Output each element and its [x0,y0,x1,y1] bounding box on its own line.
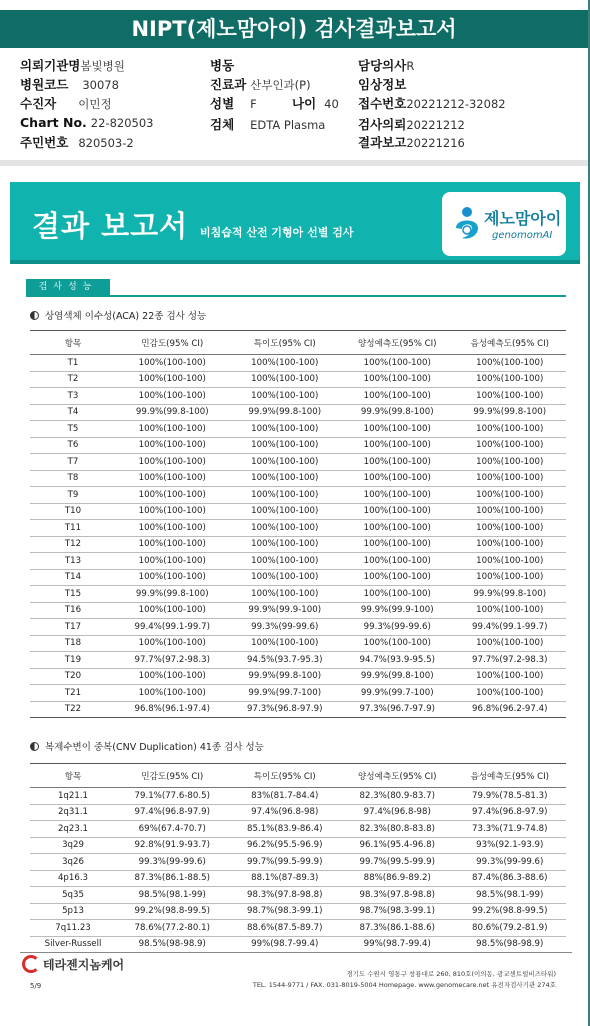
table-cell: 100%(100-100) [229,635,342,652]
table-row [30,536,566,553]
dept-field [210,75,311,93]
name-value: 이민정 [78,97,112,111]
row-label: T8 [30,470,116,487]
table-cell: 100%(100-100) [341,371,454,388]
table-row [30,371,566,388]
table-cell: 79.1%(77.6-80.5) [116,788,229,805]
row-label: T21 [30,685,116,702]
table-row [30,454,566,471]
table-cell: 97.4%(96.8-98) [229,804,342,821]
chart-field [20,115,153,130]
table-cell: 100%(100-100) [116,355,229,372]
table-cell: 98.3%(97.8-98.8) [229,887,342,904]
table-cell: 97.3%(96.8-97.9) [229,701,342,718]
aca-subtitle [30,308,206,322]
code-label: 병원코드 [20,77,69,92]
half-circle-bullet-icon [30,311,39,320]
table-cell: 99.3%(99-99.6) [229,619,342,636]
table-row [30,553,566,570]
cnv-performance-table [30,763,566,953]
table-cell: 98.3%(97.8-98.8) [341,887,454,904]
chart-value: 22-820503 [90,116,154,130]
table-cell: 80.6%(79.2-81.9) [454,920,567,937]
report-title: NIPT(제노맘아이) 검사결과보고서 [0,10,588,48]
table-cell: 100%(100-100) [454,536,567,553]
table-cell: 98.7%(98.3-99.1) [341,903,454,920]
table-cell: 100%(100-100) [341,355,454,372]
hospital-field [20,56,125,74]
code-field [20,75,119,93]
table-cell: 100%(100-100) [341,635,454,652]
column-header: 음성예측도(95% CI) [454,764,567,788]
table-cell: 97.3%(96.7-97.9) [341,701,454,718]
table-row [30,920,566,937]
name-label: 수진자 [20,96,57,111]
company-name: 테라젠지놈케어 [43,958,125,972]
table-cell: 88.1%(87-89.3) [229,870,342,887]
table-cell: 100%(100-100) [454,437,567,454]
table-cell: 96.1%(95.4-96.8) [341,837,454,854]
table-cell: 79.9%(78.5-81.3) [454,788,567,805]
column-header: 항목 [30,764,116,788]
address-line-2: TEL. 1544-9771 / FAX. 031-8019-5004 Homepage. www.genomecare.net 유전자검사기관 274호 [252,981,556,989]
report-date-label: 결과보고 [358,135,407,150]
table-cell: 94.5%(93.7-95.3) [229,652,342,669]
table-row [30,437,566,454]
specimen-value: EDTA Plasma [250,118,326,132]
table-row [30,701,566,718]
table-cell: 100%(100-100) [116,421,229,438]
table-row [30,887,566,904]
table-cell: 100%(100-100) [116,569,229,586]
table-cell: 100%(100-100) [454,553,567,570]
row-label: T12 [30,536,116,553]
result-banner [10,182,580,264]
table-cell: 100%(100-100) [341,454,454,471]
table-cell: 99.9%(99.7-100) [341,685,454,702]
table-cell: 100%(100-100) [116,553,229,570]
table-cell: 100%(100-100) [116,635,229,652]
genomom-logo-icon [452,204,482,242]
row-label: T22 [30,701,116,718]
table-cell: 98.5%(98-98.9) [454,936,567,953]
request-field [358,115,465,133]
table-cell: 100%(100-100) [116,454,229,471]
table-cell: 85.1%(83.9-86.4) [229,821,342,838]
table-cell: 98.7%(98.3-99.1) [229,903,342,920]
table-cell: 100%(100-100) [341,569,454,586]
row-label: T3 [30,388,116,405]
table-cell: 99.9%(99.7-100) [229,685,342,702]
table-cell: 100%(100-100) [454,487,567,504]
table-cell: 100%(100-100) [341,437,454,454]
table-cell: 96.8%(96.2-97.4) [454,701,567,718]
table-cell: 100%(100-100) [454,685,567,702]
table-cell: 100%(100-100) [341,487,454,504]
table-cell: 100%(100-100) [341,388,454,405]
row-label: T17 [30,619,116,636]
row-label: T10 [30,503,116,520]
table-cell: 99%(98.7-99.4) [229,936,342,953]
table-cell: 87.4%(86.3-88.6) [454,870,567,887]
table-cell: 100%(100-100) [341,520,454,537]
hospital-label: 의뢰기관명 [20,58,81,73]
table-row [30,569,566,586]
table-cell: 100%(100-100) [116,685,229,702]
aca-subtitle-text: 상염색체 이수성(ACA) 22종 검사 성능 [45,311,207,322]
doctor-label: 담당의사 [358,58,407,73]
column-header: 양성예측도(95% CI) [341,764,454,788]
doctor-field [358,56,414,74]
table-cell: 82.3%(80.9-83.7) [341,788,454,805]
row-label: T2 [30,371,116,388]
age-field [292,94,339,112]
table-cell: 100%(100-100) [454,602,567,619]
row-label: 5q35 [30,887,116,904]
table-row [30,668,566,685]
row-label: 2q31.1 [30,804,116,821]
table-cell: 96.8%(96.1-97.4) [116,701,229,718]
table-cell: 87.3%(86.1-88.6) [341,920,454,937]
table-row [30,804,566,821]
row-label: 7q11.23 [30,920,116,937]
row-label: T6 [30,437,116,454]
doctor-value: R [406,59,415,73]
table-cell: 100%(100-100) [229,503,342,520]
specimen-field [210,115,325,133]
table-header-row [30,764,566,788]
table-cell: 94.7%(93.9-95.5) [341,652,454,669]
table-cell: 100%(100-100) [341,553,454,570]
section-divider [0,160,588,166]
table-cell: 99.7%(99.5-99.9) [229,854,342,871]
table-cell: 88.6%(87.5-89.7) [229,920,342,937]
row-label: T4 [30,404,116,421]
table-cell: 100%(100-100) [229,553,342,570]
table-cell: 100%(100-100) [116,520,229,537]
row-label: T14 [30,569,116,586]
receipt-label: 접수번호 [358,96,407,111]
table-cell: 100%(100-100) [454,635,567,652]
aca-performance-table [30,330,566,718]
row-label: T11 [30,520,116,537]
table-cell: 88%(86.9-89.2) [341,870,454,887]
table-cell: 97.4%(96.8-98) [341,804,454,821]
table-row [30,936,566,953]
table-row [30,404,566,421]
report-date-field [358,133,465,151]
ward-field [210,56,238,74]
table-cell: 97.7%(97.2-98.3) [454,652,567,669]
page-number: 5/9 [30,982,42,990]
table-cell: 100%(100-100) [116,470,229,487]
code-value: 30078 [82,78,119,92]
row-label: 1q21.1 [30,788,116,805]
table-row [30,788,566,805]
logo-korean-text: 제노맘아이 [484,209,562,228]
row-label: T15 [30,586,116,603]
age-value: 40 [324,97,339,111]
table-cell: 99.2%(98.8-99.5) [454,903,567,920]
report-date-value: 20221216 [406,136,465,150]
table-cell: 99.4%(99.1-99.7) [116,619,229,636]
table-cell: 99.9%(99.8-100) [229,404,342,421]
banner-subtitle: 비침습적 산전 기형아 선별 검사 [200,226,354,239]
table-cell: 100%(100-100) [341,586,454,603]
request-value: 20221212 [406,118,465,132]
row-label: T1 [30,355,116,372]
column-header: 민감도(95% CI) [116,764,229,788]
table-cell: 98.5%(98.1-99) [116,887,229,904]
table-cell: 98.5%(98.1-99) [454,887,567,904]
specimen-label: 검체 [210,117,235,132]
table-cell: 99.3%(99-99.6) [341,619,454,636]
row-label: T19 [30,652,116,669]
request-label: 검사의뢰 [358,117,407,132]
ward-label: 병동 [210,58,235,73]
table-cell: 100%(100-100) [229,355,342,372]
row-label: Silver-Russell [30,936,116,953]
table-row [30,355,566,372]
table-cell: 100%(100-100) [454,421,567,438]
table-cell: 100%(100-100) [229,470,342,487]
table-cell: 99.3%(99-99.6) [116,854,229,871]
company-logo [22,955,124,973]
table-cell: 99.9%(99.8-100) [454,404,567,421]
table-cell: 100%(100-100) [454,569,567,586]
sex-value: F [250,97,257,111]
table-cell: 100%(100-100) [229,421,342,438]
row-label: T7 [30,454,116,471]
table-cell: 99.9%(99.9-100) [341,602,454,619]
patient-info [20,56,580,152]
half-circle-bullet-icon [30,742,39,751]
footer-rule [20,952,572,953]
table-cell: 100%(100-100) [454,371,567,388]
footer-address [253,969,556,991]
table-cell: 100%(100-100) [229,569,342,586]
table-cell: 82.3%(80.8-83.8) [341,821,454,838]
table-cell: 100%(100-100) [341,421,454,438]
cnv-subtitle-text: 복제수변이 중복(CNV Duplication) 41종 검사 성능 [45,742,264,753]
table-cell: 97.7%(97.2-98.3) [116,652,229,669]
column-header: 항목 [30,331,116,355]
table-cell: 100%(100-100) [229,437,342,454]
table-cell: 99%(98.7-99.4) [341,936,454,953]
table-cell: 73.3%(71.9-74.8) [454,821,567,838]
table-cell: 100%(100-100) [116,388,229,405]
table-cell: 100%(100-100) [229,454,342,471]
table-cell: 100%(100-100) [454,454,567,471]
receipt-field [358,94,506,112]
cnv-subtitle [30,739,264,753]
table-cell: 100%(100-100) [229,487,342,504]
table-cell: 87.3%(86.1-88.5) [116,870,229,887]
rrn-value: 820503-2 [78,136,134,150]
table-cell: 78.6%(77.2-80.1) [116,920,229,937]
rrn-label: 주민번호 [20,135,69,150]
table-cell: 100%(100-100) [454,520,567,537]
clinical-label: 임상정보 [358,77,407,92]
table-row [30,503,566,520]
table-cell: 100%(100-100) [341,470,454,487]
section-tab: 검사성능 [26,279,110,295]
logo-english-text: genomomAI [492,230,553,241]
table-row [30,854,566,871]
column-header: 특이도(95% CI) [229,764,342,788]
table-row [30,388,566,405]
clinical-field [358,75,410,93]
receipt-value: 20221212-32082 [406,97,506,111]
table-cell: 97.4%(96.8-97.9) [116,804,229,821]
table-cell: 99.9%(99.8-100) [341,404,454,421]
sex-field [210,94,257,112]
row-label: 3q26 [30,854,116,871]
table-cell: 100%(100-100) [229,371,342,388]
row-label: T18 [30,635,116,652]
table-cell: 99.9%(99.8-100) [341,668,454,685]
table-cell: 100%(100-100) [116,437,229,454]
section-rule [26,295,566,297]
table-cell: 93%(92.1-93.9) [454,837,567,854]
table-row [30,602,566,619]
row-label: 3q29 [30,837,116,854]
table-cell: 100%(100-100) [116,668,229,685]
row-label: T13 [30,553,116,570]
table-row [30,520,566,537]
table-cell: 100%(100-100) [454,503,567,520]
table-cell: 100%(100-100) [341,503,454,520]
table-cell: 100%(100-100) [454,388,567,405]
table-cell: 83%(81.7-84.4) [229,788,342,805]
table-cell: 99.9%(99.8-100) [116,404,229,421]
table-row [30,487,566,504]
table-cell: 99.9%(99.8-100) [116,586,229,603]
table-cell: 100%(100-100) [229,388,342,405]
table-cell: 100%(100-100) [116,487,229,504]
column-header: 민감도(95% CI) [116,331,229,355]
rrn-field [20,133,134,151]
row-label: 2q23.1 [30,821,116,838]
dept-label: 진료과 [210,77,247,92]
table-cell: 99.4%(99.1-99.7) [454,619,567,636]
row-label: T9 [30,487,116,504]
table-row [30,421,566,438]
table-cell: 100%(100-100) [341,536,454,553]
table-row [30,870,566,887]
table-cell: 100%(100-100) [229,536,342,553]
row-label: T20 [30,668,116,685]
table-cell: 100%(100-100) [454,470,567,487]
table-cell: 100%(100-100) [454,668,567,685]
dept-value: 산부인과(P) [250,78,311,92]
table-cell: 100%(100-100) [454,355,567,372]
table-row [30,586,566,603]
row-label: 4p16.3 [30,870,116,887]
row-label: T16 [30,602,116,619]
hospital-value: 봄빛병원 [80,59,125,73]
table-cell: 99.7%(99.5-99.9) [341,854,454,871]
row-label: 5p13 [30,903,116,920]
chart-label: Chart No. [20,115,87,130]
table-cell: 100%(100-100) [116,503,229,520]
name-field [20,94,112,112]
column-header: 특이도(95% CI) [229,331,342,355]
table-cell: 100%(100-100) [116,602,229,619]
company-logo-icon [22,955,40,973]
table-row [30,652,566,669]
table-row [30,837,566,854]
column-header: 양성예측도(95% CI) [341,331,454,355]
table-cell: 99.3%(99-99.6) [454,854,567,871]
table-cell: 100%(100-100) [116,371,229,388]
column-header: 음성예측도(95% CI) [454,331,567,355]
table-cell: 97.4%(96.8-97.9) [454,804,567,821]
table-cell: 99.9%(99.8-100) [454,586,567,603]
table-cell: 100%(100-100) [229,520,342,537]
table-row [30,685,566,702]
table-cell: 100%(100-100) [229,586,342,603]
table-cell: 69%(67.4-70.7) [116,821,229,838]
table-row [30,821,566,838]
table-header-row [30,331,566,355]
address-line-1: 경기도 수원시 영통구 창룡대로 260, 810호(이의동, 광교센트럴비즈타워) [346,970,556,978]
table-cell: 99.9%(99.8-100) [229,668,342,685]
row-label: T5 [30,421,116,438]
table-cell: 99.2%(98.8-99.5) [116,903,229,920]
table-row [30,619,566,636]
table-cell: 100%(100-100) [116,536,229,553]
age-label: 나이 [292,96,317,111]
table-cell: 96.2%(95.5-96.9) [229,837,342,854]
banner-title: 결과 보고서 [32,209,189,243]
table-cell: 92.8%(91.9-93.7) [116,837,229,854]
table-cell: 98.5%(98-98.9) [116,936,229,953]
genomom-logo [442,192,566,256]
table-row [30,903,566,920]
table-row [30,635,566,652]
table-row [30,470,566,487]
sex-label: 성별 [210,96,235,111]
table-cell: 99.9%(99.9-100) [229,602,342,619]
